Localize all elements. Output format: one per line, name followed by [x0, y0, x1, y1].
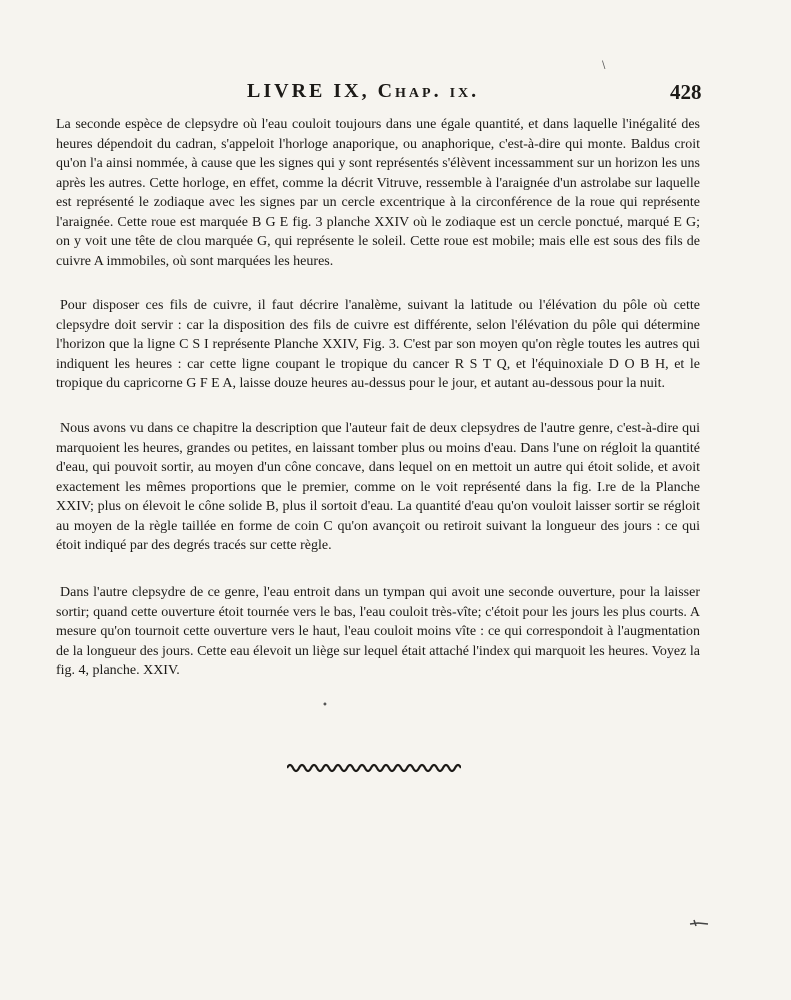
wavy-ornament	[287, 762, 461, 774]
running-head-chapter: Chap. ix.	[377, 80, 480, 102]
ink-speck: \	[602, 60, 606, 71]
paragraph-2: Pour disposer ces fils de cuivre, il faut décrire l'analème, suivant la latitude ou l'élévation du pôle où cette clepsydre doit servir : car la disposition des fils de cuivre est différente, selon l'élévation du pôle qui détermine l'horizon que la ligne C S I représente Planche XXIV, Fig. 3. C'est par son moyen qu'on règle toutes les autres qui indiquent les heures : car cette ligne coupant le tropique du cancer R S T Q, et l'équinoxiale D O B H, et le tropique du capricorne G F E A, laisse douze heures au-dessus pour le jour, et autant au-dessous pour la nuit.	[56, 298, 700, 391]
corner-smudge	[688, 915, 712, 929]
paragraph-4: Dans l'autre clepsydre de ce genre, l'eau entroit dans un tympan qui avoit une seconde ouverture, pour la laisser sortir; quand cette ouverture étoit tournée vers le bas, l'eau couloit très-vîte; c'étoit pour les jours les plus courts. A mesure qu'on tournoit cette ouverture vers le haut, l'eau couloit moins vîte : ce qui correspondoit à l'augmentation de la longueur des jours. Cette eau élevoit un liège sur lequel était attaché l'index qui marquoit les heures. Voyez la fig. 4, planche. XXIV.	[56, 585, 700, 678]
running-head-book: LIVRE IX,	[247, 80, 378, 102]
paragraph-3: Nous avons vu dans ce chapitre la description que l'auteur fait de deux clepsydres de l'autre genre, c'est-à-dire qui marquoient les heures, grandes ou petites, en laissant tomber plus ou moins d'eau. Dans l'une on régloit la quantité d'eau, qui pouvoit sortir, au moyen d'un cône concave, dans lequel on en mettoit un autre qui étoit solide, et avoit exactement les mêmes proportions que le premier, comme on le voit représenté dans la fig. I.re de la Planche XXIV; plus on élevoit le cône solide B, plus il sortoit d'eau. La quantité d'eau qu'on vouloit laisser sortir se régloit au moyen de la règle taillée en forme de coin C qu'on avançoit ou retiroit suivant la longueur des jours : ce qui étoit indiqué par des degrés tracés sur cette règle.	[56, 421, 700, 553]
page-number: 428	[670, 80, 702, 104]
ink-dot: •	[322, 700, 328, 711]
paragraph-1: La seconde espèce de clepsydre où l'eau couloit toujours dans une égale quantité, et dans laquelle l'inégalité des heures dépendoit du cadran, s'appeloit l'horloge anaporique, ou anaphorique, c'est-à-dire qui monte. Baldus croit qu'on l'a ainsi nommée, à cause que les signes qui y sont représentés s'élèvent incessamment sur un horizon les uns après les autres. Cette horloge, en effet, comme la décrit Vitruve, ressemble à l'araignée d'un astrolabe sur laquelle est représenté le zodiaque avec les signes par un cercle excentrique à la circonférence de la roue qui représente l'araignée. Cette roue est marquée B G E fig. 3 planche XXIV où le zodiaque est un cercle ponctué, marqué E G; on y voit une tête de clou marquée G, qui représente le soleil. Cette roue est mobile; mais elle est sous des fils de cuivre A immobiles, où sont marquées les heures.	[56, 117, 700, 269]
